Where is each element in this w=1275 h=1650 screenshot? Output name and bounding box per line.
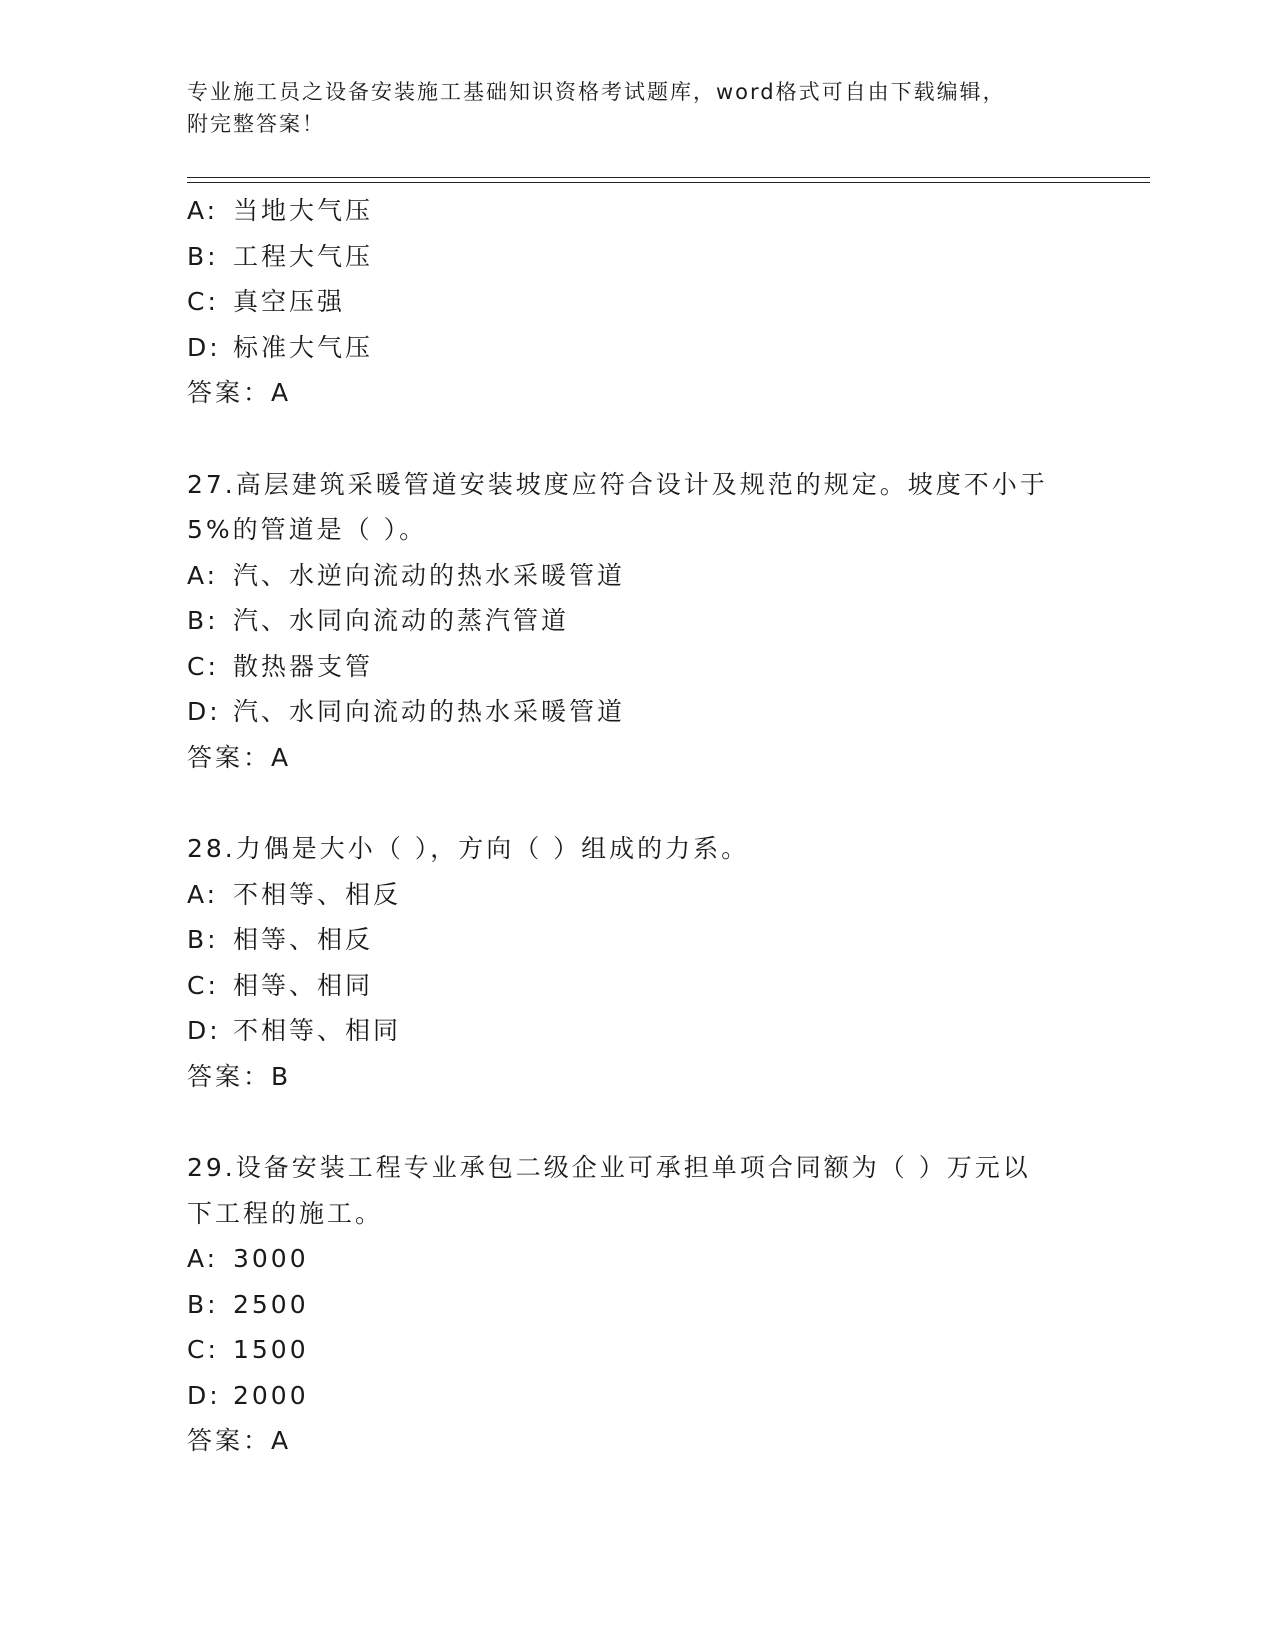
document-header: [187, 76, 1087, 140]
option-letter: C:: [187, 970, 219, 1000]
option-a: [187, 872, 1147, 918]
option-text: 不相等、相同: [233, 1016, 402, 1045]
option-text: 标准大气压: [233, 332, 374, 362]
option-text: 2500: [233, 1289, 309, 1319]
option-text: 相等、相反: [233, 925, 374, 954]
option-d: [187, 325, 1147, 371]
answer: 答案：A: [187, 378, 292, 407]
header-line-2: 附完整答案！: [187, 112, 325, 136]
option-letter: D:: [187, 1016, 221, 1045]
spacer: [187, 1099, 1147, 1145]
option-text: 工程大气压: [233, 241, 374, 271]
option-d: [187, 1373, 1147, 1419]
spacer: [187, 780, 1147, 826]
option-letter: A:: [187, 560, 219, 590]
option-b: [187, 1282, 1147, 1328]
option-letter: A:: [187, 1244, 219, 1273]
option-c: [187, 279, 1147, 325]
option-text: 汽、水同向流动的热水采暖管道: [233, 697, 626, 726]
option-letter: A:: [187, 196, 219, 225]
option-text: 散热器支管: [233, 651, 374, 681]
option-letter: B:: [187, 241, 219, 271]
option-a: [187, 1236, 1147, 1282]
option-letter: B:: [187, 1289, 219, 1319]
option-d: [187, 689, 1147, 735]
question-29: [187, 1145, 1147, 1464]
option-text: 相等、相同: [233, 970, 374, 1000]
option-letter: D:: [187, 332, 221, 362]
header-divider-top: [187, 177, 1150, 178]
option-b: [187, 234, 1147, 280]
answer: 答案：A: [187, 742, 292, 772]
option-text: 当地大气压: [233, 196, 374, 225]
option-text: 真空压强: [233, 287, 346, 316]
question-list: [187, 188, 1147, 1464]
option-c: [187, 644, 1147, 690]
question-stem-continued: 5%的管道是（ ）。: [187, 515, 428, 544]
option-text: 1500: [233, 1335, 309, 1364]
answer: 答案：B: [187, 1061, 292, 1091]
option-c: [187, 963, 1147, 1009]
option-a: [187, 553, 1147, 599]
option-c: [187, 1327, 1147, 1373]
option-letter: C:: [187, 287, 219, 316]
option-b: [187, 598, 1147, 644]
option-letter: B:: [187, 606, 219, 635]
option-letter: B:: [187, 925, 219, 954]
option-letter: C:: [187, 651, 219, 681]
header-divider-bottom: [187, 182, 1150, 183]
option-text: 3000: [233, 1244, 309, 1273]
question-27: [187, 462, 1147, 781]
option-text: 不相等、相反: [233, 879, 402, 909]
option-a: [187, 188, 1147, 234]
option-text: 2000: [233, 1380, 309, 1410]
question-28: [187, 826, 1147, 1099]
option-text: 汽、水同向流动的蒸汽管道: [233, 606, 570, 635]
question-stem-continued: 下工程的施工。: [187, 1198, 384, 1228]
question-stem: 27.高层建筑采暖管道安装坡度应符合设计及规范的规定。坡度不小于: [187, 469, 1048, 499]
option-letter: C:: [187, 1335, 219, 1364]
spacer: [187, 416, 1147, 462]
option-letter: D:: [187, 1380, 221, 1410]
option-d: [187, 1008, 1147, 1054]
question-stem: 28.力偶是大小（ ），方向（ ）组成的力系。: [187, 834, 750, 863]
header-line-1: 专业施工员之设备安装施工基础知识资格考试题库，word格式可自由下载编辑，: [187, 80, 1006, 104]
option-text: 汽、水逆向流动的热水采暖管道: [233, 560, 626, 590]
option-letter: D:: [187, 697, 221, 726]
option-b: [187, 917, 1147, 963]
answer: 答案：A: [187, 1426, 292, 1455]
question-stem: 29.设备安装工程专业承包二级企业可承担单项合同额为（ ）万元以: [187, 1153, 1031, 1182]
question-26: [187, 188, 1147, 416]
option-letter: A:: [187, 879, 219, 909]
